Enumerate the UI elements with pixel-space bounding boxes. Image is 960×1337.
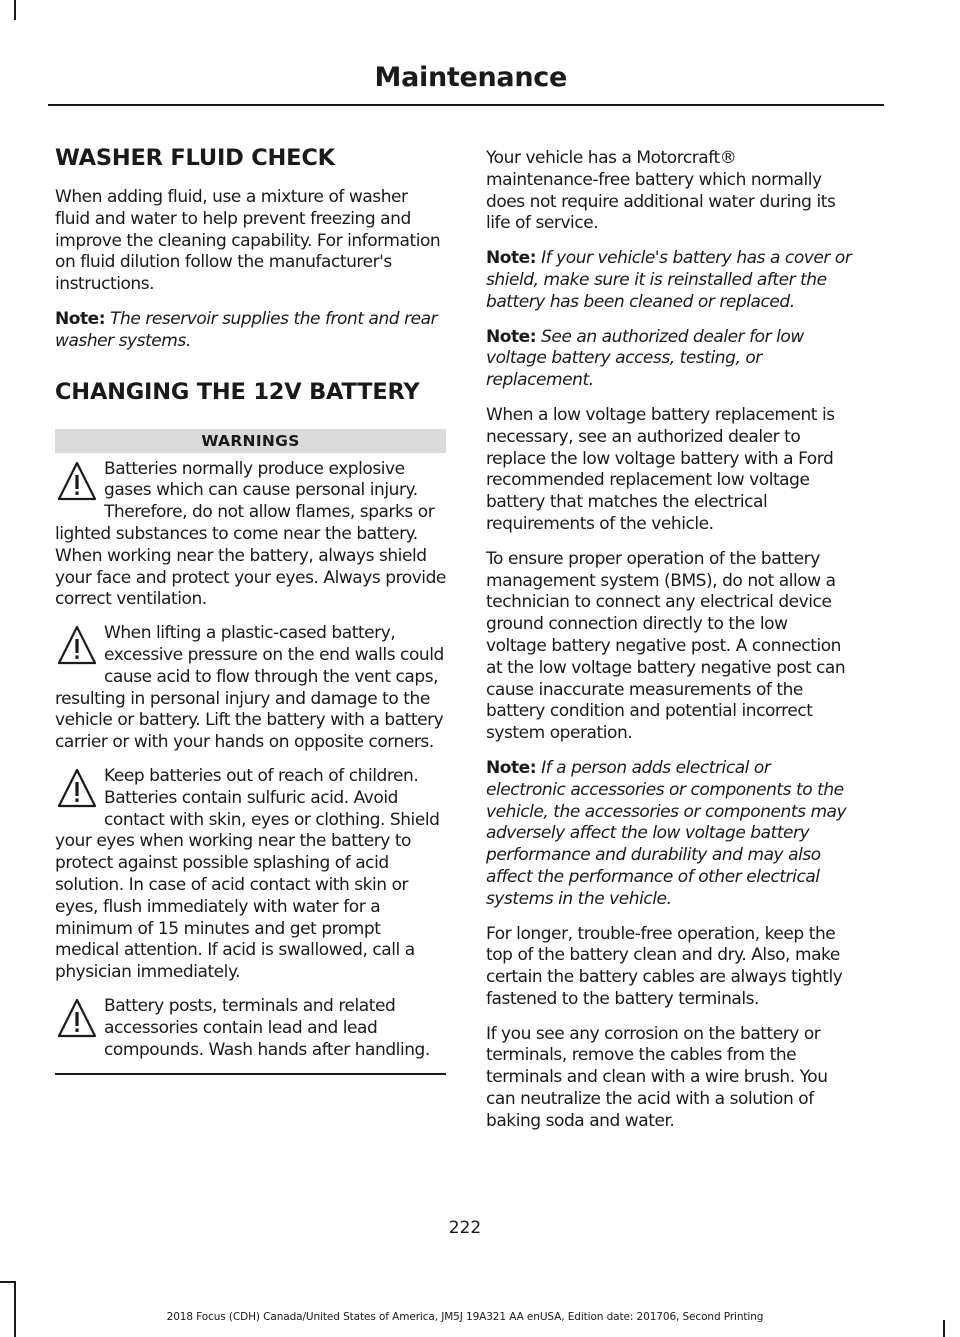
warning-text: Keep batteries out of reach of children. Batteries contain sulfuric acid. Avoid contact with skin, eyes or clothing. Shield your eyes when working near the battery to protect against possible splashing of acid solution. In case of acid contact with skin or eyes, flush immediately with water for a minimum of 15 minutes and get prompt medical attention. If acid is swallowed, call a physician immediately. bbox=[55, 765, 440, 983]
body-paragraph: Your vehicle has a Motorcraft® maintenance-free battery which normally does not require additional water during its life of service. bbox=[486, 148, 836, 234]
note-label: Note: bbox=[486, 248, 537, 269]
body-paragraph: If you see any corrosion on the battery or terminals, remove the cables from the terminals and clean with a wire brush. You can neutralize the acid with a solution of baking soda and water. bbox=[486, 1023, 828, 1131]
header-rule bbox=[48, 104, 884, 106]
note-text: If your vehicle's battery has a cover or shield, make sure it is reinstalled after the battery has been cleaned or replaced. bbox=[486, 248, 852, 312]
warning-item bbox=[55, 459, 446, 612]
note-label: Note: bbox=[55, 308, 106, 329]
warning-text: Battery posts, terminals and related accessories contain lead and lead compounds. Wash hands after handling. bbox=[104, 995, 430, 1060]
body-paragraph: When a low voltage battery replacement is necessary, see an authorized dealer to replace the low voltage battery with a Ford recommended replacement low voltage battery that matches the electrical requirements of the vehicle. bbox=[486, 404, 835, 534]
warning-text: When lifting a plastic-cased battery, excessive pressure on the end walls could cause acid to flow through the vent caps, resulting in personal injury and damage to the vehicle or battery. Lift the battery with a battery carrier or with your hands on opposite corners. bbox=[55, 623, 444, 753]
battery-heading: CHANGING THE 12V BATTERY bbox=[55, 378, 420, 405]
washer-fluid-heading: WASHER FLUID CHECK bbox=[55, 145, 335, 171]
warnings-end-rule bbox=[55, 1073, 446, 1075]
note-text: If a person adds electrical or electronic accessories or components to the vehicle, the accessories or components may adversely affect the low voltage battery performance and durability and may also affect the performance of other electrical systems in the vehicle. bbox=[486, 757, 847, 909]
note-label: Note: bbox=[486, 757, 537, 778]
note-paragraph bbox=[486, 327, 852, 392]
warning-triangle-icon bbox=[57, 998, 97, 1040]
washer-fluid-note bbox=[55, 309, 446, 353]
warning-item bbox=[55, 766, 446, 984]
crop-mark-bottom-left bbox=[14, 1281, 16, 1337]
warnings-list bbox=[55, 459, 446, 1062]
washer-fluid-paragraph: When adding fluid, use a mixture of washer fluid and water to help prevent freezing and improve the cleaning capability. For information on fluid dilution follow the manufacturer's instructions. bbox=[55, 187, 441, 295]
crop-mark-bottom-left-h bbox=[0, 1281, 16, 1283]
note-text: The reservoir supplies the front and rear washer systems. bbox=[55, 308, 438, 351]
left-column bbox=[55, 145, 446, 1075]
note-paragraph bbox=[486, 248, 852, 313]
crop-mark-top-left bbox=[14, 0, 16, 20]
page-number: 222 bbox=[448, 1218, 482, 1238]
body-paragraph: To ensure proper operation of the battery management system (BMS), do not allow a technician to connect any electrical device ground connection directly to the low voltage battery negative post. A connection at the low voltage battery negative post can cause inaccurate measurements of the battery condition and potential incorrect system operation. bbox=[486, 548, 846, 744]
body-paragraph: For longer, trouble-free operation, keep the top of the battery clean and dry. Also, make certain the battery cables are always tightly fastened to the battery terminals. bbox=[486, 923, 843, 1009]
warning-triangle-icon bbox=[57, 625, 97, 667]
right-column bbox=[486, 148, 852, 1146]
section-title: Maintenance bbox=[374, 62, 567, 93]
warning-triangle-icon bbox=[57, 768, 97, 810]
note-label: Note: bbox=[486, 326, 537, 347]
note-text: See an authorized dealer for low voltage battery access, testing, or replacement. bbox=[486, 326, 804, 391]
crop-mark-bottom-right bbox=[943, 1320, 945, 1337]
warning-triangle-icon bbox=[57, 461, 97, 503]
note-paragraph bbox=[486, 758, 852, 911]
footer-text: 2018 Focus (CDH) Canada/United States of America, JM5J 19A321 AA enUSA, Edition date: 201706, Second Printing bbox=[166, 1311, 764, 1323]
warning-item bbox=[55, 996, 446, 1061]
warnings-header: WARNINGS bbox=[55, 429, 446, 453]
warning-text: Batteries normally produce explosive gases which can cause personal injury. Therefore, do not allow flames, sparks or lighted substances to come near the battery. When working near the battery, always shield your face and protect your eyes. Always provide correct ventilation. bbox=[55, 458, 446, 610]
warning-item bbox=[55, 623, 446, 754]
